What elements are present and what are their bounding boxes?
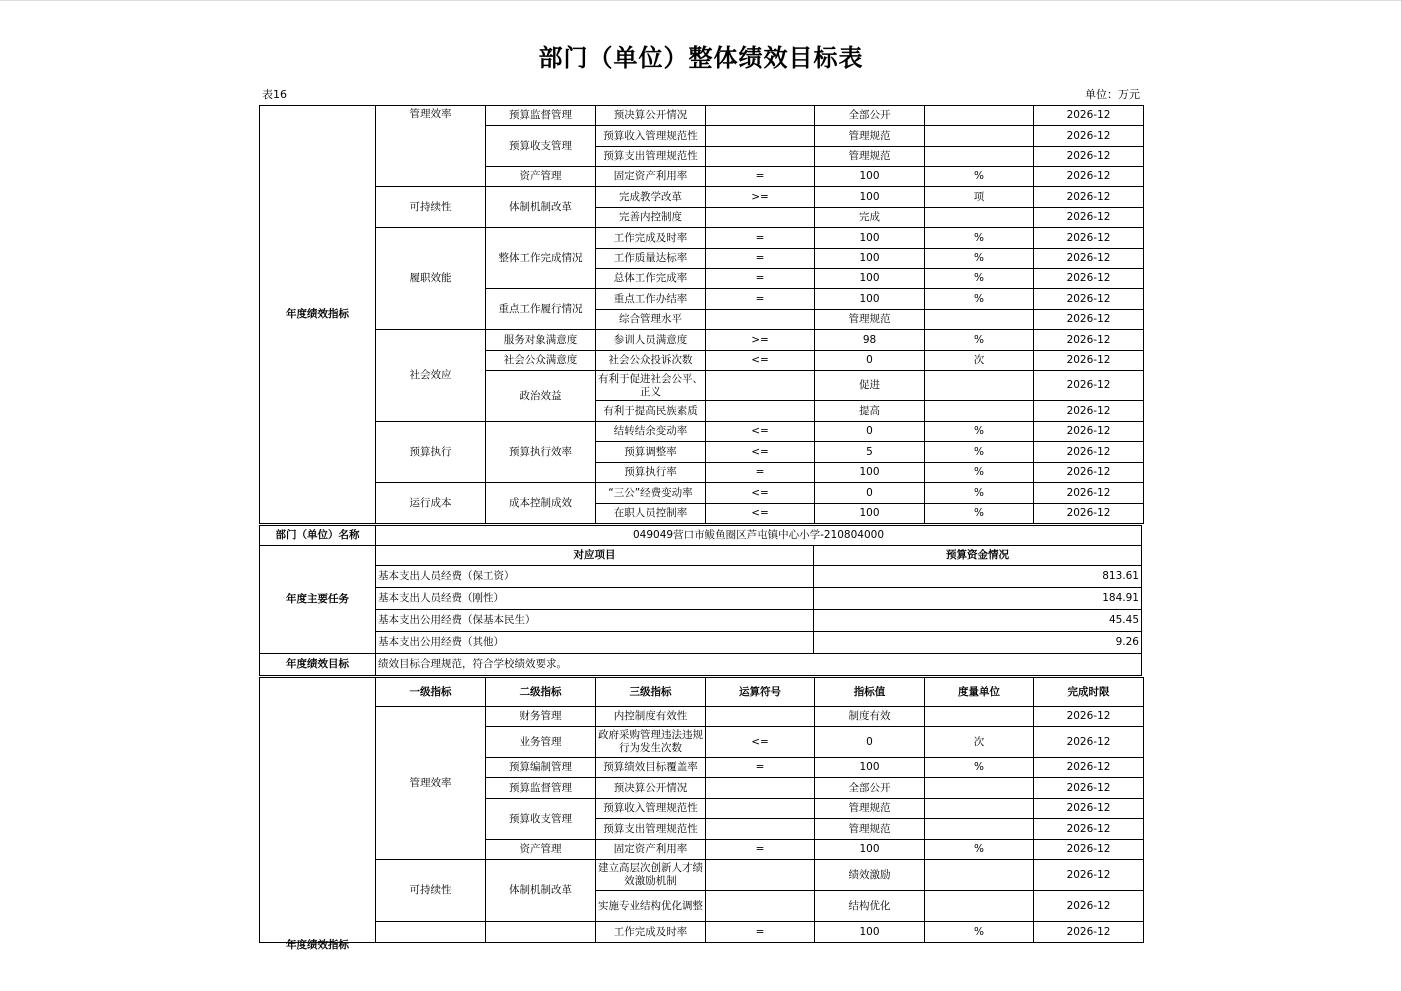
page-top-border (0, 0, 1402, 1)
indicator-cell: 工作完成及时率 (596, 922, 706, 943)
operator-cell (706, 147, 815, 167)
indicator-cell: “三公”经费变动率 (596, 483, 706, 504)
level2-cell: 服务对象满意度 (486, 330, 596, 351)
operator-cell: <= (706, 351, 815, 371)
unit-cell (925, 707, 1034, 727)
level2-cell: 政治效益 (486, 371, 596, 422)
deadline-cell: 2026-12 (1034, 422, 1144, 442)
table-number: 表16 (262, 88, 287, 101)
unit-cell: % (925, 758, 1034, 778)
deadline-cell: 2026-12 (1034, 371, 1144, 401)
deadline-cell: 2026-12 (1034, 310, 1144, 330)
value-cell: 0 (815, 483, 925, 504)
unit-cell: % (925, 330, 1034, 351)
main-tasks-label: 年度主要任务 (260, 546, 376, 654)
col-budget-header: 预算资金情况 (814, 546, 1142, 566)
deadline-cell: 2026-12 (1034, 351, 1144, 371)
indicator-cell: 预算支出管理规范性 (596, 819, 706, 840)
unit-cell (925, 310, 1034, 330)
task-amount-cell: 9.26 (814, 632, 1142, 654)
level1-cell: 预算执行 (376, 422, 486, 483)
value-cell: 管理规范 (815, 819, 925, 840)
level1-cell: 可持续性 (376, 187, 486, 228)
indicator-cell: 预算调整率 (596, 442, 706, 463)
level1-cell: 社会效应 (376, 330, 486, 422)
deadline-cell: 2026-12 (1034, 401, 1144, 422)
indicator-cell: 内控制度有效性 (596, 707, 706, 727)
deadline-cell: 2026-12 (1034, 269, 1144, 289)
dept-name-label: 部门（单位）名称 (260, 526, 376, 546)
unit-cell (925, 401, 1034, 422)
level2-cell: 资产管理 (486, 840, 596, 860)
indicator-cell: 工作质量达标率 (596, 249, 706, 269)
unit-cell: % (925, 442, 1034, 463)
indicator-cell: 总体工作完成率 (596, 269, 706, 289)
header-value: 指标值 (815, 678, 925, 707)
operator-cell (706, 707, 815, 727)
indicator-cell: 有利于促进社会公平、正义 (596, 371, 706, 401)
unit-cell: % (925, 463, 1034, 483)
unit-label: 单位：万元 (1085, 88, 1140, 101)
task-amount-cell: 45.45 (814, 610, 1142, 632)
level1-cell: 履职效能 (376, 228, 486, 330)
unit-cell (925, 208, 1034, 228)
indicator-cell: 工作完成及时率 (596, 228, 706, 249)
dept-name-value: 049049营口市鲅鱼圈区芦屯镇中心小学-210804000 (376, 526, 1142, 546)
indicator-cell: 参训人员满意度 (596, 330, 706, 351)
annual-indicator-label-text: 年度绩效指标 (286, 939, 349, 951)
deadline-cell: 2026-12 (1034, 758, 1144, 778)
level2-cell: 业务管理 (486, 727, 596, 758)
unit-cell: % (925, 483, 1034, 504)
unit-cell (925, 371, 1034, 401)
deadline-cell: 2026-12 (1034, 860, 1144, 891)
indicator-cell: 综合管理水平 (596, 310, 706, 330)
value-cell: 100 (815, 840, 925, 860)
indicator-cell: 政府采购管理违法违规行为发生次数 (596, 727, 706, 758)
value-cell: 管理规范 (815, 799, 925, 819)
value-cell: 管理规范 (815, 147, 925, 167)
operator-cell: <= (706, 727, 815, 758)
deadline-cell: 2026-12 (1034, 187, 1144, 208)
unit-cell (925, 106, 1034, 126)
unit-cell (925, 778, 1034, 799)
indicator-cell: 预算执行率 (596, 463, 706, 483)
col-project-header: 对应项目 (376, 546, 814, 566)
deadline-cell: 2026-12 (1034, 249, 1144, 269)
value-cell: 5 (815, 442, 925, 463)
indicator-cell: 预算收入管理规范性 (596, 126, 706, 147)
task-name-cell: 基本支出公用经费（其他） (376, 632, 814, 654)
operator-cell: = (706, 758, 815, 778)
value-cell: 完成 (815, 208, 925, 228)
level2-cell: 整体工作完成情况 (486, 228, 596, 289)
header-level3: 三级指标 (596, 678, 706, 707)
operator-cell: = (706, 840, 815, 860)
level2-cell: 体制机制改革 (486, 187, 596, 228)
indicator-cell: 建立高层次创新人才绩效激励机制 (596, 860, 706, 891)
operator-cell (706, 891, 815, 922)
unit-cell: % (925, 422, 1034, 442)
indicator-cell: 社会公众投诉次数 (596, 351, 706, 371)
value-cell: 全部公开 (815, 106, 925, 126)
annual-goal-value: 绩效目标合理规范，符合学校绩效要求。 (376, 654, 1142, 676)
level1-cell: 管理效率 (376, 106, 486, 187)
operator-cell: <= (706, 442, 815, 463)
operator-cell: >= (706, 187, 815, 208)
deadline-cell: 2026-12 (1034, 126, 1144, 147)
operator-cell: = (706, 249, 815, 269)
annual-goal-label: 年度绩效目标 (260, 654, 376, 676)
header-level1: 一级指标 (376, 678, 486, 707)
department-info-table (259, 525, 1142, 676)
task-name-cell: 基本支出人员经费（刚性） (376, 588, 814, 610)
value-cell: 100 (815, 289, 925, 310)
deadline-cell: 2026-12 (1034, 891, 1144, 922)
task-name-cell: 基本支出公用经费（保基本民生） (376, 610, 814, 632)
operator-cell: <= (706, 422, 815, 442)
deadline-cell: 2026-12 (1034, 819, 1144, 840)
unit-cell: % (925, 228, 1034, 249)
unit-cell: 次 (925, 351, 1034, 371)
unit-cell: % (925, 249, 1034, 269)
level2-cell: 成本控制成效 (486, 483, 596, 524)
header-unit: 度量单位 (925, 678, 1034, 707)
task-name-cell: 基本支出人员经费（保工资） (376, 566, 814, 588)
level2-cell: 预算收支管理 (486, 799, 596, 840)
level2-cell: 预算执行效率 (486, 422, 596, 483)
task-amount-cell: 184.91 (814, 588, 1142, 610)
indicator-cell: 预算支出管理规范性 (596, 147, 706, 167)
deadline-cell: 2026-12 (1034, 799, 1144, 819)
indicator-cell: 有利于提高民族素质 (596, 401, 706, 422)
level2-cell: 资产管理 (486, 167, 596, 187)
indicator-cell: 重点工作办结率 (596, 289, 706, 310)
header-level2: 二级指标 (486, 678, 596, 707)
level1-cell (376, 922, 486, 943)
task-amount-cell: 813.61 (814, 566, 1142, 588)
value-cell: 100 (815, 187, 925, 208)
indicator-cell: 固定资产利用率 (596, 167, 706, 187)
indicator-cell: 预决算公开情况 (596, 778, 706, 799)
deadline-cell: 2026-12 (1034, 504, 1144, 524)
unit-cell: % (925, 167, 1034, 187)
unit-cell (925, 819, 1034, 840)
level2-cell: 预算监督管理 (486, 106, 596, 126)
annual-indicator-label: 年度绩效指标 (260, 106, 376, 524)
deadline-cell: 2026-12 (1034, 727, 1144, 758)
indicator-cell: 预算绩效目标覆盖率 (596, 758, 706, 778)
operator-cell: = (706, 289, 815, 310)
value-cell: 管理规范 (815, 310, 925, 330)
operator-cell (706, 310, 815, 330)
value-cell: 绩效激励 (815, 860, 925, 891)
unit-cell (925, 147, 1034, 167)
operator-cell: <= (706, 504, 815, 524)
level2-cell: 体制机制改革 (486, 860, 596, 922)
deadline-cell: 2026-12 (1034, 228, 1144, 249)
indicator-cell: 结转结余变动率 (596, 422, 706, 442)
value-cell: 制度有效 (815, 707, 925, 727)
operator-cell (706, 799, 815, 819)
deadline-cell: 2026-12 (1034, 707, 1144, 727)
deadline-cell: 2026-12 (1034, 483, 1144, 504)
operator-cell: >= (706, 330, 815, 351)
operator-cell (706, 371, 815, 401)
value-cell: 100 (815, 463, 925, 483)
value-cell: 结构优化 (815, 891, 925, 922)
value-cell: 100 (815, 758, 925, 778)
operator-cell: <= (706, 483, 815, 504)
value-cell: 管理规范 (815, 126, 925, 147)
annual-indicator-label-bottom (260, 678, 376, 951)
operator-cell: = (706, 922, 815, 943)
level1-cell: 运行成本 (376, 483, 486, 524)
indicator-cell: 完成教学改革 (596, 187, 706, 208)
deadline-cell: 2026-12 (1034, 289, 1144, 310)
value-cell: 提高 (815, 401, 925, 422)
unit-cell: % (925, 269, 1034, 289)
level2-cell: 预算编制管理 (486, 758, 596, 778)
value-cell: 100 (815, 228, 925, 249)
unit-cell: % (925, 840, 1034, 860)
value-cell: 0 (815, 727, 925, 758)
indicator-cell: 预决算公开情况 (596, 106, 706, 126)
indicator-cell: 固定资产利用率 (596, 840, 706, 860)
operator-cell (706, 401, 815, 422)
unit-cell (925, 126, 1034, 147)
header-operator: 运算符号 (706, 678, 815, 707)
value-cell: 98 (815, 330, 925, 351)
operator-cell (706, 126, 815, 147)
operator-cell: = (706, 167, 815, 187)
operator-cell: = (706, 463, 815, 483)
deadline-cell: 2026-12 (1034, 463, 1144, 483)
value-cell: 100 (815, 167, 925, 187)
deadline-cell: 2026-12 (1034, 167, 1144, 187)
unit-cell: % (925, 922, 1034, 943)
unit-cell (925, 799, 1034, 819)
deadline-cell: 2026-12 (1034, 840, 1144, 860)
value-cell: 0 (815, 351, 925, 371)
level2-cell: 重点工作履行情况 (486, 289, 596, 330)
operator-cell: = (706, 269, 815, 289)
deadline-cell: 2026-12 (1034, 778, 1144, 799)
page-title: 部门（单位）整体绩效目标表 (538, 44, 864, 72)
indicator-cell: 完善内控制度 (596, 208, 706, 228)
value-cell: 100 (815, 504, 925, 524)
deadline-cell: 2026-12 (1034, 330, 1144, 351)
deadline-cell: 2026-12 (1034, 147, 1144, 167)
operator-cell (706, 778, 815, 799)
deadline-cell: 2026-12 (1034, 208, 1144, 228)
indicator-cell: 实施专业结构优化调整 (596, 891, 706, 922)
operator-cell: = (706, 228, 815, 249)
level2-cell: 预算收支管理 (486, 126, 596, 167)
indicator-cell: 预算收入管理规范性 (596, 799, 706, 819)
unit-cell: % (925, 289, 1034, 310)
unit-cell (925, 891, 1034, 922)
value-cell: 0 (815, 422, 925, 442)
operator-cell (706, 819, 815, 840)
value-cell: 100 (815, 922, 925, 943)
level2-cell (486, 922, 596, 943)
unit-cell: 项 (925, 187, 1034, 208)
unit-cell (925, 860, 1034, 891)
bottom-indicator-table (259, 677, 1144, 951)
indicator-cell: 在职人员控制率 (596, 504, 706, 524)
level2-cell: 财务管理 (486, 707, 596, 727)
value-cell: 促进 (815, 371, 925, 401)
value-cell: 全部公开 (815, 778, 925, 799)
level2-cell: 社会公众满意度 (486, 351, 596, 371)
level2-cell: 预算监督管理 (486, 778, 596, 799)
value-cell: 100 (815, 269, 925, 289)
level1-cell: 管理效率 (376, 707, 486, 860)
deadline-cell: 2026-12 (1034, 922, 1144, 943)
operator-cell (706, 208, 815, 228)
deadline-cell: 2026-12 (1034, 442, 1144, 463)
top-indicator-table (259, 105, 1144, 524)
header-deadline: 完成时限 (1034, 678, 1144, 707)
unit-cell: % (925, 504, 1034, 524)
deadline-cell: 2026-12 (1034, 106, 1144, 126)
value-cell: 100 (815, 249, 925, 269)
operator-cell (706, 860, 815, 891)
level1-cell: 可持续性 (376, 860, 486, 922)
operator-cell (706, 106, 815, 126)
unit-cell: 次 (925, 727, 1034, 758)
